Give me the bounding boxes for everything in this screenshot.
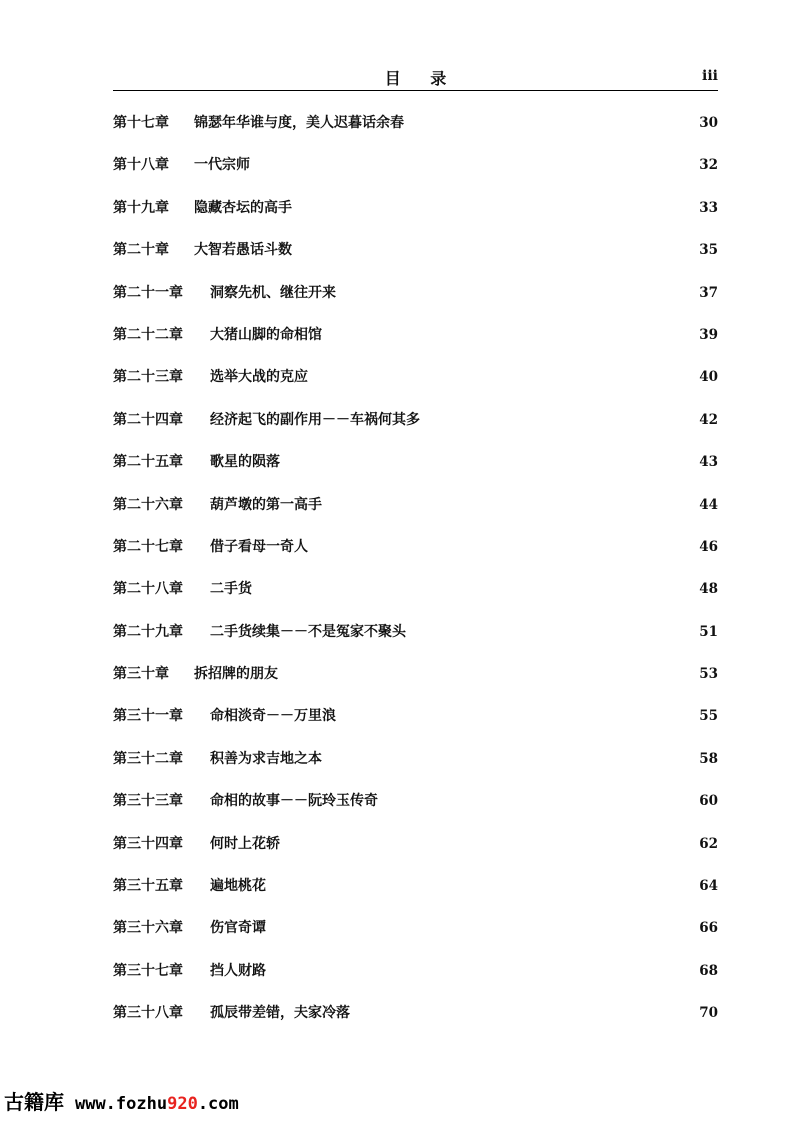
chapter-title: 何时上花轿 (210, 835, 280, 852)
toc-entry[interactable] (113, 495, 718, 537)
chapter-title: 歌星的陨落 (210, 454, 280, 471)
chapter-number: 第二十一章 (113, 284, 183, 301)
chapter-page-number: 66 (699, 920, 718, 937)
chapter-number: 第三十二章 (113, 750, 183, 767)
chapter-title: 经济起飞的副作用－－车祸何其多 (210, 411, 420, 428)
chapter-page-number: 44 (699, 496, 718, 513)
chapter-number: 第二十八章 (113, 581, 183, 598)
watermark-url-number: 920 (167, 1094, 198, 1114)
chapter-page-number: 37 (699, 284, 718, 301)
chapter-title: 拆招牌的朋友 (194, 666, 278, 683)
chapter-page-number: 68 (699, 962, 718, 979)
chapter-page-number: 35 (699, 242, 718, 259)
chapter-number: 第二十七章 (113, 538, 183, 555)
toc-entry[interactable] (113, 283, 718, 325)
chapter-title: 一代宗师 (194, 157, 250, 174)
toc-entry[interactable] (113, 198, 718, 240)
table-of-contents (113, 113, 718, 1046)
chapter-number: 第十八章 (113, 157, 169, 174)
chapter-title: 锦瑟年华谁与度，美人迟暮话余春 (194, 115, 404, 131)
chapter-page-number: 32 (699, 157, 718, 174)
watermark-url-prefix: www.fozhu (74, 1094, 168, 1114)
chapter-number: 第三十一章 (113, 708, 183, 725)
toc-entry[interactable] (113, 664, 718, 706)
toc-entry[interactable] (113, 579, 718, 621)
chapter-title: 命相淡奇－－万里浪 (210, 708, 336, 725)
chapter-number: 第十九章 (113, 199, 169, 216)
chapter-title: 伤官奇谭 (210, 920, 266, 937)
chapter-number: 第三十六章 (113, 920, 183, 937)
chapter-title: 命相的故事－－阮玲玉传奇 (210, 793, 378, 810)
toc-entry[interactable] (113, 791, 718, 833)
chapter-title: 二手货 (210, 581, 252, 598)
toc-entry[interactable] (113, 537, 718, 579)
chapter-page-number: 33 (699, 199, 718, 216)
chapter-number: 第三十八章 (113, 1005, 183, 1022)
chapter-title: 大猪山脚的命相馆 (210, 326, 322, 343)
chapter-page-number: 39 (699, 326, 718, 343)
chapter-page-number: 53 (699, 666, 718, 683)
toc-entry[interactable] (113, 876, 718, 918)
toc-entry[interactable] (113, 325, 718, 367)
watermark-url-suffix: .com (197, 1094, 239, 1114)
chapter-title: 孤辰带差错，夫家冷落 (210, 1005, 350, 1022)
toc-entry[interactable] (113, 622, 718, 664)
chapter-number: 第三十章 (113, 666, 169, 683)
chapter-number: 第二十九章 (113, 623, 183, 640)
chapter-number: 第二十章 (113, 242, 169, 259)
chapter-title: 二手货续集－－不是冤家不聚头 (210, 623, 406, 640)
watermark-url[interactable] (75, 1094, 239, 1114)
chapter-number: 第二十四章 (113, 411, 183, 428)
toc-entry[interactable] (113, 834, 718, 876)
chapter-page-number: 58 (699, 750, 718, 767)
chapter-title: 借子看母一奇人 (210, 538, 308, 555)
chapter-number: 第二十三章 (113, 369, 183, 386)
page-title: 目 录 (384, 69, 459, 88)
chapter-page-number: 40 (699, 369, 718, 386)
chapter-number: 第二十二章 (113, 326, 183, 343)
chapter-page-number: 43 (699, 454, 718, 471)
chapter-title: 积善为求吉地之本 (210, 750, 322, 767)
chapter-number: 第二十五章 (113, 454, 183, 471)
chapter-page-number: 70 (699, 1005, 718, 1022)
chapter-number: 第三十五章 (113, 878, 183, 895)
toc-entry[interactable] (113, 240, 718, 282)
chapter-title: 隐藏杏坛的高手 (194, 199, 292, 216)
chapter-title: 葫芦墩的第一高手 (210, 496, 322, 513)
chapter-title: 选举大战的克应 (210, 369, 308, 386)
chapter-number: 第十七章 (113, 115, 169, 131)
watermark (4, 1087, 239, 1117)
chapter-title: 大智若愚话斗数 (194, 242, 292, 259)
toc-entry[interactable] (113, 113, 718, 155)
page-header (113, 66, 718, 91)
toc-entry[interactable] (113, 706, 718, 748)
toc-entry[interactable] (113, 410, 718, 452)
chapter-title: 洞察先机、继往开来 (210, 284, 336, 301)
chapter-page-number: 60 (699, 793, 718, 810)
chapter-number: 第三十七章 (113, 962, 183, 979)
chapter-title: 遍地桃花 (210, 878, 266, 895)
watermark-site-name: 古籍库 (4, 1090, 64, 1114)
chapter-title: 挡人财路 (210, 962, 266, 979)
chapter-number: 第二十六章 (113, 496, 183, 513)
chapter-page-number: 42 (699, 411, 718, 428)
chapter-page-number: 48 (699, 581, 718, 598)
chapter-page-number: 62 (699, 835, 718, 852)
chapter-page-number: 30 (699, 115, 718, 131)
chapter-page-number: 55 (699, 708, 718, 725)
toc-entry[interactable] (113, 1003, 718, 1045)
chapter-number: 第三十三章 (113, 793, 183, 810)
chapter-page-number: 51 (699, 623, 718, 640)
header-page-number: iii (702, 68, 718, 84)
chapter-page-number: 46 (699, 538, 718, 555)
toc-entry[interactable] (113, 749, 718, 791)
chapter-number: 第三十四章 (113, 835, 183, 852)
toc-entry[interactable] (113, 155, 718, 197)
toc-entry[interactable] (113, 961, 718, 1003)
toc-entry[interactable] (113, 452, 718, 494)
toc-entry[interactable] (113, 367, 718, 409)
toc-entry[interactable] (113, 918, 718, 960)
chapter-page-number: 64 (699, 878, 718, 895)
